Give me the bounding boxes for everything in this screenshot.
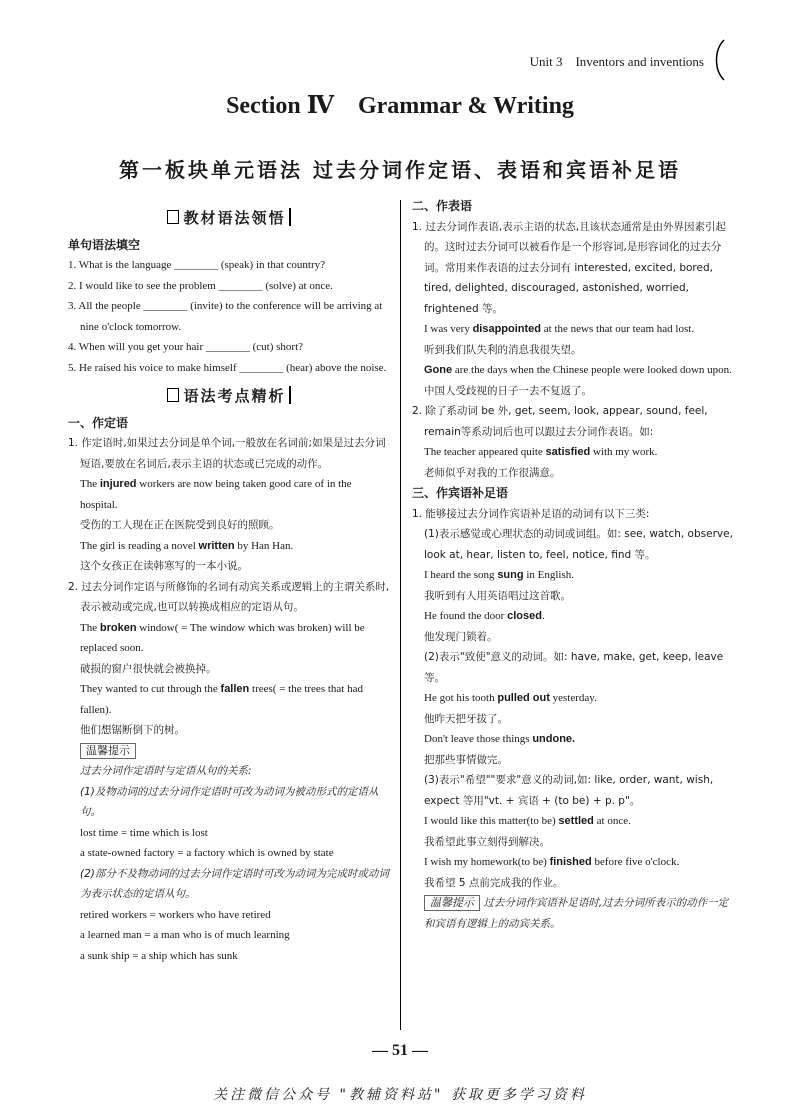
column-divider — [400, 200, 401, 1030]
example-sentence: Don't leave those things undone. — [424, 733, 576, 745]
rule-paragraph: 2. 过去分词作定语与所修饰的名词有动宾关系或逻辑上的主谓关系时,表示被动或完成,也可以转换成相应的定语从句。 — [68, 580, 390, 613]
example-translation: 把那些事情做完。 — [424, 753, 508, 766]
fill-item: 3. All the people ________ (invite) to the conference will be arriving at nine o'clock tomorrow. — [68, 300, 383, 333]
left-column — [68, 204, 390, 966]
rule-paragraph: 1. 过去分词作表语,表示主语的状态,且该状态通常是由外界因素引起的。这时过去分词可以被看作是一个形容词,是形容词化的过去分词。常用来作表语的过去分词有 interested, excited, bored, tired, delighted, discouraged, astonished, worried, frightened 等。 — [412, 220, 727, 315]
example-translation: 我希望此事立刻得到解决。 — [424, 835, 550, 848]
rule-subpoint: (2)表示"致使"意义的动词。如: have, make, get, keep, leave 等。 — [424, 651, 724, 684]
example-sentence: I heard the song sung in English. — [424, 569, 575, 581]
grammar-subtitle: 第一板块单元语法 过去分词作定语、表语和宾语补足语 — [119, 158, 681, 182]
example-translation: 听到我们队失利的消息我很失望。 — [424, 343, 582, 356]
example-sentence: He found the door closed. — [424, 610, 545, 622]
example-sentence: He got his tooth pulled out yesterday. — [424, 692, 597, 704]
example-translation: 他昨天把牙拔了。 — [424, 712, 508, 725]
example-sentence: I wish my homework(to be) finished before five o'clock. — [424, 856, 680, 868]
section-title: Section Ⅳ Grammar & Writing — [226, 93, 574, 119]
tip-line: a sunk ship = a ship which has sunk — [80, 949, 238, 962]
example-sentence: The broken window( = The window which was broken) will be replaced soon. — [80, 621, 365, 654]
example-translation: 他们想锯断倒下的树。 — [80, 724, 185, 736]
example-translation: 我希望 5 点前完成我的作业。 — [424, 876, 564, 889]
tip-line: 过去分词作定语时与定语从句的关系: — [80, 765, 252, 777]
example-translation: 中国人受歧视的日子一去不复返了。 — [424, 384, 592, 397]
header-curve-decoration — [710, 38, 730, 82]
section-heading-object-complement: 三、作宾语补足语 — [412, 486, 509, 500]
example-sentence: They wanted to cut through the fallen trees( = the trees that had fallen). — [80, 683, 363, 716]
tip-line: a learned man = a man who is of much learning — [80, 929, 290, 941]
rule-subpoint: (3)表示"希望""要求"意义的动词,如: like, order, want, wish, expect 等用"vt. + 宾语 + (to be) + p. p"。 — [424, 774, 714, 807]
example-sentence: Gone are the days when the Chinese people were looked down upon. — [424, 364, 732, 376]
fill-item: 2. I would like to see the problem ________ (solve) at once. — [68, 279, 333, 292]
example-translation: 这个女孩正在读韩寒写的一本小说。 — [80, 560, 248, 572]
tip-label: 温馨提示 — [424, 895, 480, 911]
example-translation: 他发现门锁着。 — [424, 630, 498, 643]
bar-icon — [289, 386, 291, 404]
rule-paragraph: 1. 能够接过去分词作宾语补足语的动词有以下三类: — [412, 507, 650, 520]
example-translation: 我听到有人用英语唱过这首歌。 — [424, 589, 571, 602]
tip-line: a state-owned factory = a factory which is owned by state — [80, 847, 334, 859]
tip-line: (1)及物动词的过去分词作定语时可改为动词为被动形式的定语从句。 — [80, 785, 379, 818]
bar-icon — [289, 208, 291, 226]
example-translation: 受伤的工人现在正在医院受到良好的照顾。 — [80, 519, 280, 531]
box-heading-grammar-points: 语法考点精析 — [68, 386, 390, 407]
fill-in-title: 单句语法填空 — [68, 237, 141, 252]
rule-paragraph: 2. 除了系动词 be 外, get, seem, look, appear, sound, feel, remain等系动词后也可以跟过去分词作表语。如: — [412, 405, 708, 438]
tip-line: lost time = time which is lost — [80, 826, 208, 839]
section-heading-predicative: 二、作表语 — [412, 199, 473, 213]
right-column — [412, 196, 734, 934]
unit-header: Unit 3 Inventors and inventions — [529, 54, 704, 69]
bookmark-icon — [167, 388, 179, 402]
tip-line: retired workers = workers who have retired — [80, 908, 271, 921]
page-number: — 51 — — [372, 1042, 428, 1059]
bookmark-icon — [167, 210, 179, 224]
example-translation: 破损的窗户很快就会被换掉。 — [80, 662, 217, 675]
footer-note: 关注微信公众号 "教辅资料站" 获取更多学习资料 — [213, 1087, 587, 1103]
example-translation: 老师似乎对我的工作很满意。 — [424, 466, 561, 479]
example-sentence: I was very disappointed at the news that our team had lost. — [424, 323, 695, 335]
section-heading-attributive: 一、作定语 — [68, 415, 129, 430]
fill-item: 5. He raised his voice to make himself ________ (hear) above the noise. — [68, 361, 387, 374]
rule-subpoint: (1)表示感觉或心理状态的动词或词组。如: see, watch, observe, look at, hear, listen to, feel, notice, find 等。 — [424, 528, 733, 561]
example-sentence: The girl is reading a novel written by Han Han. — [80, 539, 294, 552]
fill-item: 4. When will you get your hair ________ (cut) short? — [68, 341, 304, 353]
tip-label: 温馨提示 — [68, 741, 390, 762]
example-sentence: The teacher appeared quite satisfied with my work. — [424, 446, 658, 458]
rule-paragraph: 1. 作定语时,如果过去分词是单个词,一般放在名词前;如果是过去分词短语,要放在名词后,表示主语的状态或已完成的动作。 — [68, 437, 386, 470]
box-heading-textbook-grammar: 教材语法领悟 — [68, 208, 390, 229]
example-sentence: The injured workers are now being taken good care of in the hospital. — [80, 478, 352, 511]
fill-item: 1. What is the language ________ (speak) in that country? — [68, 259, 326, 271]
tip-line: (2)部分不及物动词的过去分词作定语时可改为动词为完成时或动词为表示状态的定语从句。 — [80, 867, 389, 900]
example-sentence: I would like this matter(to be) settled at once. — [424, 815, 631, 827]
tip-block: 温馨提示 过去分词作宾语补足语时,过去分词所表示的动作一定和宾语有逻辑上的动宾关系。 — [424, 896, 729, 930]
